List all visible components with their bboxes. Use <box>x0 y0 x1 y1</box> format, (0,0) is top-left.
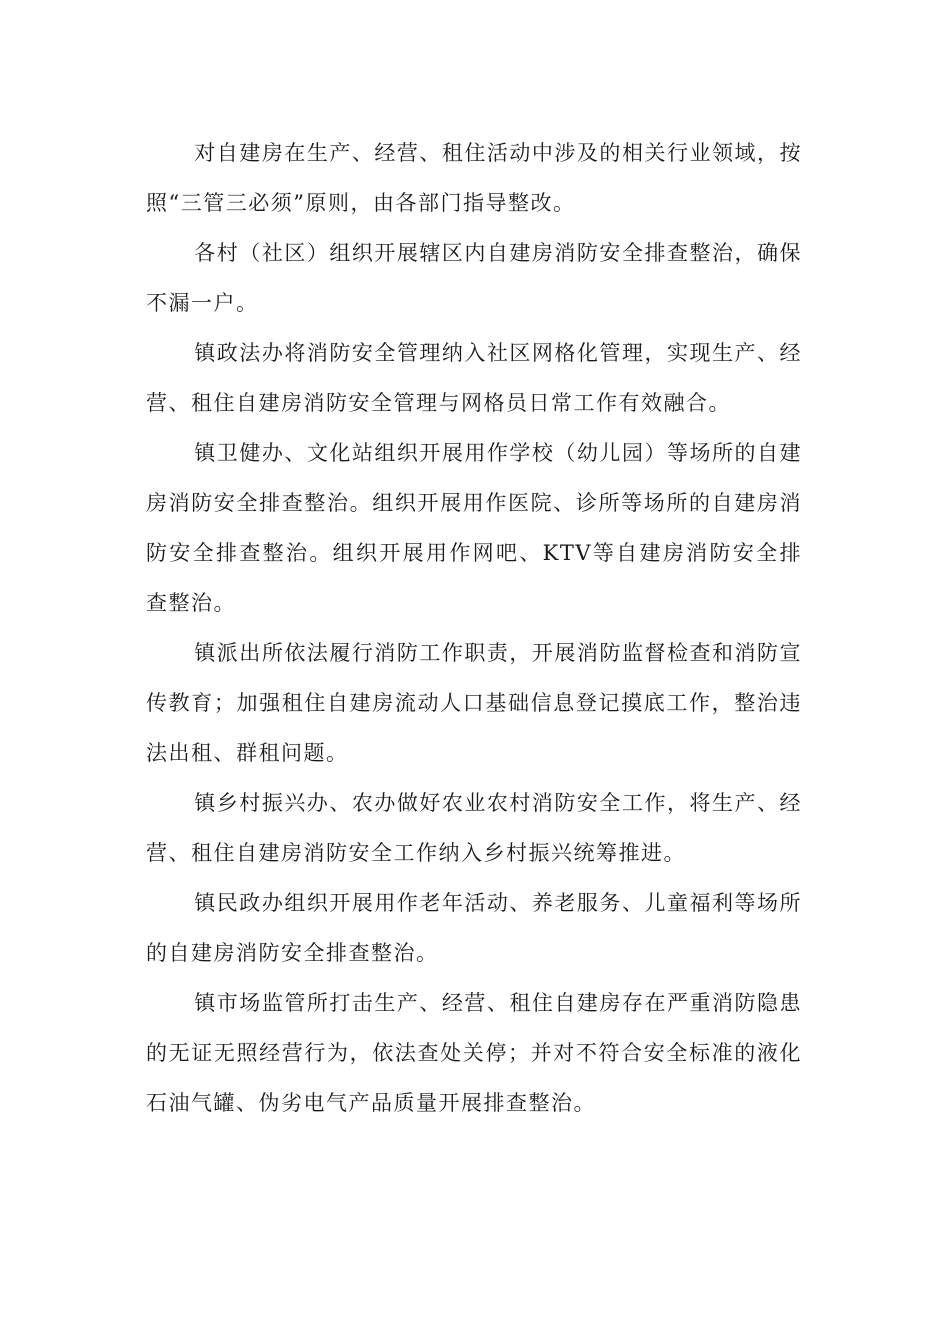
paragraph-police-station: 镇派出所依法履行消防工作职责，开展消防监督检查和消防宣传教育；加强租住自建房流动人口基础信息登记摸底工作，整治违法出租、群租问题。 <box>146 641 802 765</box>
paragraph-overview: 对自建房在生产、经营、租住活动中涉及的相关行业领域，按照“三管三必须”原则，由各部门指导整改。 <box>146 141 802 215</box>
paragraph-civil-affairs: 镇民政办组织开展用作老年活动、养老服务、儿童福利等场所的自建房消防安全排查整治。 <box>146 891 802 965</box>
paragraph-villages: 各村（社区）组织开展辖区内自建房消防安全排查整治，确保不漏一户。 <box>146 241 802 315</box>
paragraph-health-culture: 镇卫健办、文化站组织开展用作学校（幼儿园）等场所的自建房消防安全排查整治。组织开展用作医院、诊所等场所的自建房消防安全排查整治。组织开展用作网吧、KTV等自建房消防安全排查整治。 <box>146 441 802 615</box>
paragraph-market-supervision: 镇市场监管所打击生产、经营、租住自建房存在严重消防隐患的无证无照经营行为，依法查处关停；并对不符合安全标准的液化石油气罐、伪劣电气产品质量开展排查整治。 <box>146 991 802 1115</box>
paragraph-political-legal-office: 镇政法办将消防安全管理纳入社区网格化管理，实现生产、经营、租住自建房消防安全管理与网格员日常工作有效融合。 <box>146 341 802 415</box>
paragraph-rural-revitalization: 镇乡村振兴办、农办做好农业农村消防安全工作，将生产、经营、租住自建房消防安全工作纳入乡村振兴统筹推进。 <box>146 791 802 865</box>
document-body <box>146 128 802 1128</box>
